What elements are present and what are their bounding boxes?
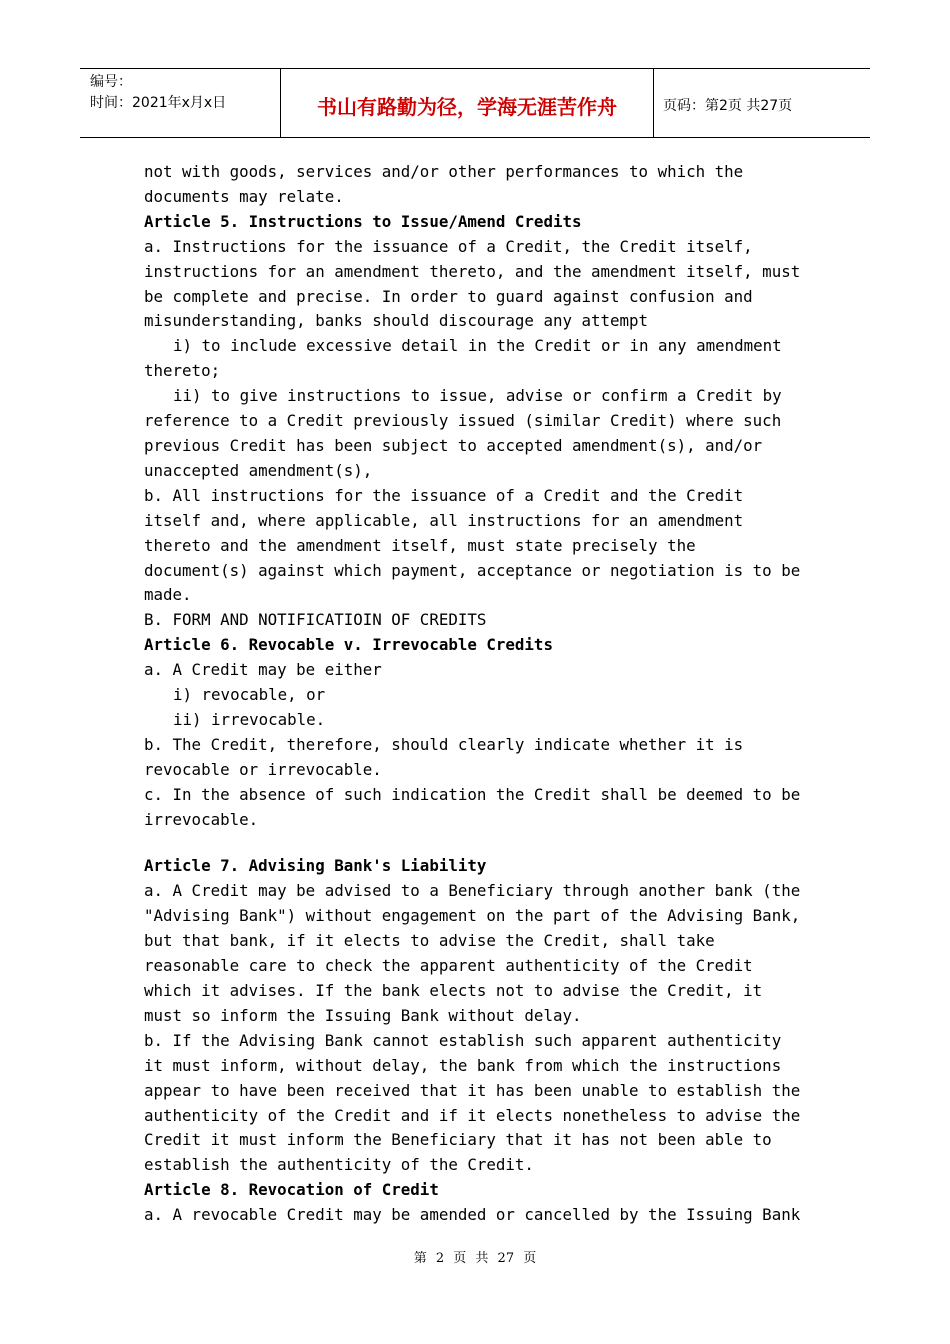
paragraph-gap <box>144 832 824 854</box>
body-line: b. The Credit, therefore, should clearly indicate whether it is <box>144 734 744 754</box>
body-line: thereto; <box>144 361 221 381</box>
body-line: irrevocable. <box>144 809 259 829</box>
body-line: i) to include excessive detail in the Credit or in any amendment <box>173 336 782 356</box>
body-line: a. A Credit may be advised to a Beneficiary through another bank (the <box>144 881 801 901</box>
document-date: 时间：2021年x月x日 <box>90 95 227 111</box>
document-body <box>144 160 824 1228</box>
article-7-heading: Article 7. Advising Bank's Liability <box>144 856 487 876</box>
body-line: it must inform, without delay, the bank from which the instructions <box>144 1055 782 1075</box>
section-b-heading: B. FORM AND NOTIFICATIOIN OF CREDITS <box>144 610 487 630</box>
header-motto: 书山有路勤为径，学海无涯苦作舟 <box>317 94 617 119</box>
body-line: misunderstanding, banks should discourage any attempt <box>144 311 649 331</box>
header-page-cell <box>654 69 870 137</box>
body-line: thereto and the amendment itself, must state precisely the <box>144 535 696 555</box>
document-number-label: 编号： <box>90 74 132 90</box>
body-line: previous Credit has been subject to accepted amendment(s), and/or <box>144 435 763 455</box>
body-line: which it advises. If the bank elects not to advise the Credit, it <box>144 981 763 1000</box>
body-line: unaccepted amendment(s), <box>144 460 373 480</box>
body-line: "Advising Bank") without engagement on the part of the Advising Bank, <box>144 906 801 926</box>
article-8-heading: Article 8. Revocation of Credit <box>144 1180 439 1200</box>
body-line: i) revocable, or <box>173 685 326 705</box>
article-5-heading: Article 5. Instructions to Issue/Amend Credits <box>144 211 582 231</box>
body-line: reference to a Credit previously issued (similar Credit) where such <box>144 411 782 431</box>
body-line: ii) to give instructions to issue, advise or confirm a Credit by <box>173 386 782 406</box>
header-motto-cell <box>281 69 654 137</box>
body-line: authenticity of the Credit and if it elects nonetheless to advise the <box>144 1105 801 1125</box>
body-line: reasonable care to check the apparent authenticity of the Credit <box>144 956 753 976</box>
body-line: documents may relate. <box>144 186 344 206</box>
page-header <box>80 68 870 138</box>
page-footer: 第 2 页 共 27 页 <box>413 1251 537 1266</box>
article-6-heading: Article 6. Revocable v. Irrevocable Credits <box>144 635 553 655</box>
body-line: document(s) against which payment, acceptance or negotiation is to be <box>144 560 801 580</box>
body-line: Credit it must inform the Beneficiary that it has not been able to <box>144 1130 772 1150</box>
body-line: ii) irrevocable. <box>173 709 326 729</box>
body-line: be complete and precise. In order to guard against confusion and <box>144 286 753 306</box>
body-line: revocable or irrevocable. <box>144 759 382 779</box>
body-line: b. If the Advising Bank cannot establish such apparent authenticity <box>144 1030 782 1050</box>
body-line: b. All instructions for the issuance of a Credit and the Credit <box>144 485 744 505</box>
header-page-info: 页码：第2页 共27页 <box>663 98 793 114</box>
body-line: must so inform the Issuing Bank without delay. <box>144 1005 582 1025</box>
body-line: itself and, where applicable, all instructions for an amendment <box>144 510 744 530</box>
body-line: a. A Credit may be either <box>144 660 382 680</box>
body-line: made. <box>144 585 192 605</box>
body-line: appear to have been received that it has been unable to establish the <box>144 1080 801 1100</box>
body-line: not with goods, services and/or other performances to which the <box>144 162 744 181</box>
header-meta-cell <box>80 69 281 137</box>
body-line: c. In the absence of such indication the Credit shall be deemed to be <box>144 784 801 804</box>
body-line: but that bank, if it elects to advise the Credit, shall take <box>144 931 715 951</box>
body-line: a. A revocable Credit may be amended or cancelled by the Issuing Bank <box>144 1205 801 1225</box>
body-line: a. Instructions for the issuance of a Credit, the Credit itself, <box>144 236 753 256</box>
body-line: instructions for an amendment thereto, and the amendment itself, must <box>144 261 801 281</box>
body-line: establish the authenticity of the Credit. <box>144 1155 534 1175</box>
